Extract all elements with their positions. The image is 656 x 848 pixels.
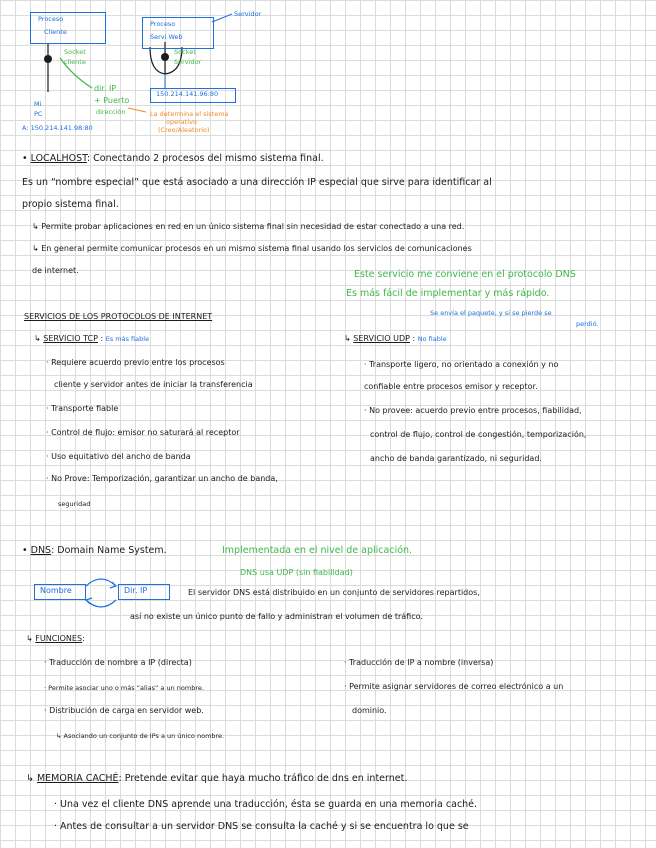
services-title: SERVICIOS DE LOS PROTOCOLOS DE INTERNET — [24, 312, 213, 321]
funciones-heading: ↳ FUNCIONES: — [26, 634, 85, 643]
tcp-heading: ↳ SERVICIO TCP : Es más fiable — [34, 334, 150, 343]
server-ip-value: 150.214.141.96:80 — [156, 90, 219, 98]
localhost-line-2: propio sistema final. — [22, 199, 119, 210]
client-label-1: Mi — [34, 100, 42, 108]
tcp-item-5: · No Prove: Temporización, garantizar un ancho de banda, — [46, 474, 278, 483]
server-socket-label-2: Servidor — [174, 58, 202, 66]
dns-name-label: Nombre — [40, 586, 72, 595]
tcp-item-3: · Control de flujo: emisor no saturará al receptor — [46, 428, 240, 437]
localhost-line-1: Es un “nombre especial” que está asociado a una dirección IP especial que sirve para identificar al — [22, 177, 492, 188]
udp-label: SERVICIO UDP — [353, 334, 410, 343]
tcp-label: SERVICIO TCP — [43, 334, 98, 343]
cache-term: MEMORIA CACHÉ — [36, 773, 119, 784]
direccion-label: dirección — [96, 108, 126, 116]
dns-ip-label: Dir. IP — [124, 586, 148, 595]
udp-item-1: · Transporte ligero, no orientado a conexión y no — [364, 360, 559, 369]
dns-desc-1: El servidor DNS está distribuido en un conjunto de servidores repartidos, — [188, 588, 480, 597]
udp-heading: ↳ SERVICIO UDP : No fiable — [344, 334, 447, 343]
server-socket-label-1: Socket — [174, 48, 196, 56]
localhost-term: LOCALHOST — [30, 153, 87, 164]
func-left-4: ↳ Asociando un conjunto de IPs a un único nombre. — [56, 732, 225, 740]
forward-arrow-icon — [86, 579, 116, 586]
dns-title: : Domain Name System. — [51, 545, 167, 556]
tcp-item-5b: seguridad — [58, 500, 91, 508]
orange-arrow-icon — [128, 108, 146, 112]
web-note-2: operativo — [166, 118, 197, 126]
udp-item-2c: ancho de banda garantizado, ni seguridad. — [370, 454, 542, 463]
client-box-label-2: Cliente — [44, 28, 67, 36]
client-ip-value: A: 150.214.141.98:80 — [22, 124, 93, 132]
server-box-label-2: Servi Web — [150, 33, 183, 41]
cache-bullet-2: · Antes de consultar a un servidor DNS se consulta la caché y si se encuentra lo que se — [54, 821, 469, 832]
tcp-item-1: · Requiere acuerdo previo entre los procesos — [46, 358, 225, 367]
dir-ip-label: dir. IP — [94, 84, 117, 93]
udp-note-1: Se envía el paquete, y si se pierde se — [430, 309, 552, 317]
web-note-1: La determina el sistema — [150, 110, 229, 118]
puerto-label: + Puerto — [94, 96, 130, 105]
func-left-1: · Traducción de nombre a IP (directa) — [44, 658, 192, 667]
dns-desc-2: así no existe un único punto de fallo y administran el volumen de tráfico. — [130, 612, 423, 621]
reverse-arrow-icon — [86, 600, 116, 607]
localhost-bullet-1: ↳ Permite probar aplicaciones en red en un único sistema final sin necesidad de estar conectado a una red. — [32, 222, 465, 231]
dns-heading: • DNS: Domain Name System. — [22, 545, 167, 556]
udp-item-1b: confiable entre procesos emisor y receptor. — [364, 382, 538, 391]
server-label: Servidor — [234, 10, 262, 18]
tcp-item-4: · Uso equitativo del ancho de banda — [46, 452, 191, 461]
green-note-1: Este servicio me conviene en el protocolo DNS — [354, 269, 576, 280]
cache-text: : Pretende evitar que haya mucho tráfico de dns en internet. — [118, 773, 408, 784]
udp-note-2: perdió. — [576, 320, 599, 328]
dns-udp-note: DNS usa UDP (sin fiabilidad) — [240, 568, 353, 577]
func-right-1: · Traducción de IP a nombre (inversa) — [344, 658, 494, 667]
client-socket-label-1: Socket — [64, 48, 86, 56]
client-box-label-1: Proceso — [38, 15, 64, 23]
funciones-label: FUNCIONES — [35, 634, 83, 643]
func-left-3: · Distribución de carga en servidor web. — [44, 706, 204, 715]
tcp-note: Es más fiable — [105, 335, 150, 343]
udp-note: No fiable — [417, 335, 447, 343]
client-socket-icon — [44, 55, 52, 63]
udp-item-2b: control de flujo, control de congestión, temporización, — [370, 430, 587, 439]
udp-item-2: · No provee: acuerdo previo entre procesos, fiabilidad, — [364, 406, 582, 415]
localhost-heading: • LOCALHOST: Conectando 2 procesos del mismo sistema final. — [22, 153, 324, 164]
client-label-2: PC — [34, 110, 43, 118]
func-right-2: · Permite asignar servidores de correo electrónico a un — [344, 682, 564, 691]
server-box-label-1: Proceso — [150, 20, 176, 28]
localhost-bullet-2b: de internet. — [32, 266, 79, 275]
dns-term: DNS — [30, 545, 52, 556]
func-left-2: · Permite asociar uno o más “alias” a un nombre. — [44, 684, 204, 692]
dns-impl-note: Implementada en el nivel de aplicación. — [222, 545, 413, 556]
func-right-3: dominio. — [352, 706, 387, 715]
cache-heading: ↳ MEMORIA CACHÉ: Pretende evitar que haya mucho tráfico de dns en internet. — [26, 773, 408, 784]
tcp-item-1b: cliente y servidor antes de iniciar la transferencia — [54, 380, 253, 389]
server-socket-icon — [161, 53, 169, 61]
green-note-2: Es más fácil de implementar y más rápido. — [346, 288, 550, 299]
web-note-3: (Creo/Aleatorio) — [158, 126, 210, 134]
tcp-item-2: · Transporte fiable — [46, 404, 119, 413]
client-socket-label-2: cliente — [64, 58, 86, 66]
localhost-intro: : Conectando 2 procesos del mismo sistema final. — [86, 153, 324, 164]
cache-bullet-1: · Una vez el cliente DNS aprende una traducción, ésta se guarda en una memoria caché. — [54, 799, 478, 810]
localhost-bullet-2a: ↳ En general permite comunicar procesos en un mismo sistema final usando los servicios de comunicaciones — [32, 244, 472, 253]
